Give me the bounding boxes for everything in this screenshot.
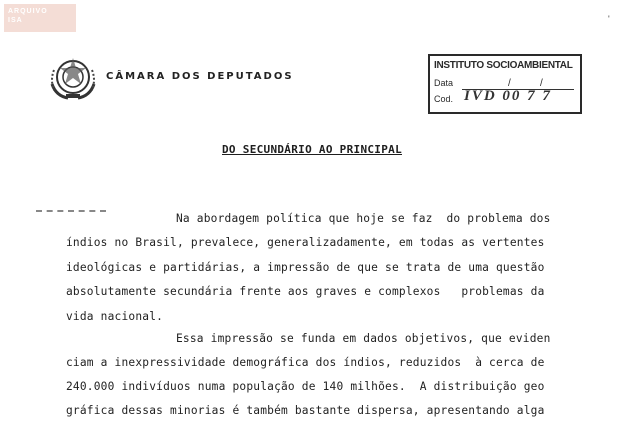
stamp-code-label: Cod.: [434, 94, 454, 104]
paragraph-2-line: ciam a inexpressividade demográfica dos índios, reduzidos à cerca de: [66, 356, 545, 369]
paragraph-2-line: gráfica dessas minorias é também bastante dispersa, apresentando alga: [66, 404, 545, 417]
page-corner-mark: ': [608, 14, 610, 24]
institution-name: CÂMARA DOS DEPUTADOS: [106, 71, 294, 82]
stamp-code-value: IVD 00 7 7: [464, 88, 552, 104]
archive-reception-stamp: [428, 54, 582, 114]
paragraph-1-line: ideológicas e partidárias, a impressão de que se trata de uma questão: [66, 261, 545, 274]
stamp-date-separator: /: [508, 78, 511, 89]
corner-stamp-line-1: ARQUIVO: [8, 8, 48, 15]
paragraph-1-line: índios no Brasil, prevalece, generalizadamente, em todas as vertentes: [66, 236, 545, 249]
stamp-date-separator: /: [540, 78, 543, 89]
coat-of-arms-seal-icon: [46, 50, 100, 104]
paragraph-2-line: Essa impressão se funda em dados objetivos, que eviden: [176, 332, 551, 345]
paragraph-1-line: vida nacional.: [66, 310, 164, 323]
stamp-institution-name: INSTITUTO SOCIOAMBIENTAL: [434, 60, 573, 71]
archive-corner-stamp: [4, 4, 76, 32]
margin-dash-mark: [36, 210, 106, 212]
document-title: DO SECUNDÁRIO AO PRINCIPAL: [222, 143, 402, 156]
corner-stamp-line-2: ISA: [8, 17, 23, 24]
paragraph-2-line: 240.000 indivíduos numa população de 140 milhões. A distribuição geo: [66, 380, 545, 393]
stamp-date-label: Data: [434, 78, 454, 88]
paragraph-1-line: Na abordagem política que hoje se faz do problema dos: [176, 212, 551, 225]
paragraph-1-line: absolutamente secundária frente aos graves e complexos problemas da: [66, 285, 545, 298]
